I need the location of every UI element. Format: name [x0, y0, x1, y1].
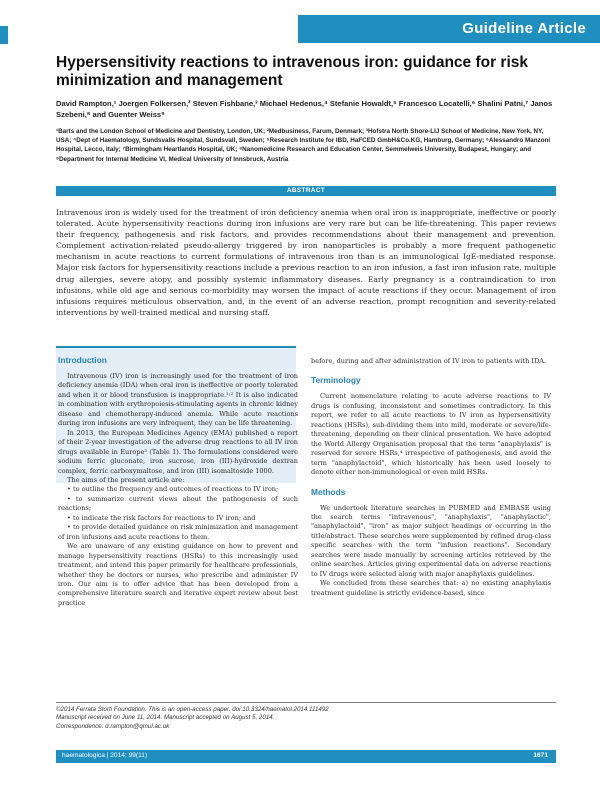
- intro-paragraph-1: Intravenous (IV) iron is increasingly used for the treatment of iron deficiency anemia (IDA) when oral iron is ineffective or poorly tolerated and when it or blood transfusion is inappropriate.¹˒² It is also indicated in combination with erythropoiesis-stimulating agents in chronic kidney disease and chemotherapy-induced anemia. While acute reactions during iron infusions are very infrequent, they can be life threatening.: [58, 372, 298, 428]
- intro-bullet-2: • to summarize current views about the pathogenesis of such reactions;: [58, 494, 298, 513]
- intro-paragraph-2: In 2013, the European Medicines Agency (EMA) published a report of their 2-year investigation of the adverse drug reactions to all IV iron drugs available in Europe³ (Table 1). The formulations considered were sodium ferric gluconate, iron sucrose, iron (III)-hydroxide dextran complex, ferric carboxymaltose, and iron (III) isomaltoside 1000.: [58, 428, 298, 475]
- terminology-heading: Terminology: [311, 375, 361, 386]
- intro-column-rule: [56, 346, 296, 348]
- copyright-note: ©2014 Ferrata Storti Foundation. This is an open-access paper. doi:10.3324/haematol.2014.111492: [56, 706, 329, 713]
- left-accent-bar: [0, 26, 8, 44]
- abstract-banner: [56, 186, 556, 196]
- intro-bullet-1: • to outline the frequency and outcomes of reactions to IV iron;: [67, 485, 279, 494]
- footnotes: [56, 706, 556, 731]
- left-column: [58, 355, 298, 608]
- terminology-paragraph: Current nomenclature relating to acute adverse reactions to IV drugs is confusing, inconsistent and sometimes contradictory. In this report, we refer to all acute reactions to IV iron as hypersensitivity reactions (HSRs), sub-dividing them into mild, moderate or severe/life-threatening, depending on their clinical presentation. We have adopted the World Allergy Organisation proposal that the term "anaphylaxis" is reserved for severe HSRs,⁴ irrespective of pathogenesis, and avoid the term "anaphylactoid", which historically has been used loosely to denote either non-immunological or even mild HSRs.: [311, 392, 551, 477]
- article-title: Hypersensitivity reactions to intravenous iron: guidance for risk minimization and management: [56, 54, 529, 89]
- methods-paragraph-2: We concluded from these searches that: a) no existing anaphylaxis treatment guideline is strictly evidence-based, since: [311, 579, 551, 597]
- abstract-heading: ABSTRACT: [286, 187, 326, 194]
- author-list: David Rampton,¹ Joergen Folkersen,² Steven Fishbane,³ Michael Hedenus,⁴ Stefanie Howaldt,⁵ Francesco Locatelli,⁶ Shalini Patni,⁷ Janos Szebeni,⁸ and Guenter Weiss⁹: [56, 99, 553, 119]
- right-column: [311, 357, 551, 598]
- affiliations: ¹Barts and the London School of Medicine and Dentistry, London, UK; ²Medbusiness, Farum, Denmark; ³Hofstra North Shore-LIJ School of Medicine, New York, NY, USA; ⁴Dept of Haematology, Sundsvalls Hospital, Sundsvall, Sweden; ⁵Research Institute for IBD, HaFCED GmbH&Co.KG, Hamburg, Germany; ⁶Alessandro Manzoni Hospital, Lecco, Italy; ⁷Birmingham Heartlands Hospital, UK; ⁸Nanomedicine Research and Education Center, Semmelweis University, Budapest, Hungary; and ⁹Department for Internal Medicine VI, Medical University of Innsbruck, Austria: [56, 128, 551, 163]
- intro-bullet-3: • to indicate the risk factors for reactions to IV iron; and: [67, 513, 256, 522]
- correspondence-note: Correspondence: d.rampton@qmul.ac.uk: [56, 722, 170, 730]
- manuscript-dates: Manuscript received on June 11, 2014. Manuscript accepted on August 5, 2014.: [56, 714, 275, 722]
- methods-heading: Methods: [311, 486, 346, 497]
- methods-paragraph-1: We undertook literature searches in PUBMED and EMBASE using the search terms "intravenous", "anaphylaxis", "anaphylactic", "anaphylactoid", "iron" as major subject headings or occurring in the title/abstract. These searches were supplemented by refined drug-class specific searches with the term "infusion reactions". Secondary searches were made manually by screening articles retrieved by the online searches. Articles giving experimental data on adverse reactions to IV drugs were selected along with major anaphylaxis guidelines.: [311, 503, 551, 578]
- journal-citation: haematologica | 2014; 99(11): [62, 752, 148, 759]
- article-type-label: Guideline Article: [462, 20, 586, 37]
- intro-paragraph-4: We are unaware of any existing guidance on how to prevent and manage hypersensitivity reactions (HSRs) to this increasingly used treatment, and intend this paper primarily for healthcare professionals, whether they be doctors or nurses, who prescribe and administer IV iron. Our aim is to offer advice that has been developed from a comprehensive literature search and iterative expert review about best practice: [58, 542, 298, 607]
- intro-continued-paragraph: before, during and after administration of IV iron to patients with IDA.: [311, 357, 547, 365]
- intro-paragraph-3: The aims of the present article are:: [67, 475, 185, 484]
- intro-bullet-4: • to provide detailed guidance on risk minimization and management of iron infusions and acute reactions to them.: [58, 523, 298, 541]
- abstract-text: Intravenous iron is widely used for the treatment of iron deficiency anemia when oral iron is inappropriate, ineffective or poorly tolerated. Acute hypersensitivity reactions during iron infusions are very rare but can be life-threatening. This paper reviews their frequency, pathogenesis and risk factors, and provides recommendations about their management and prevention. Complement activation-related pseudo-allergy triggered by iron nanoparticles is probably a more frequent pathogenetic mechanism in acute reactions to current formulations of intravenous iron than is an immunological IgE-mediated response. Major risk factors for hypersensitivity reactions include a previous reaction to an iron infusion, a fast iron infusion rate, multiple drug allergies, severe atopy, and possibly systemic inflammatory diseases. Early pregnancy is a contraindication to iron infusions, while old age and serious co-morbidity may worsen the impact of acute reactions if they occur. Management of iron infusions requires meticulous observation, and, in the event of an adverse reaction, prompt recognition and severity-related interventions by well-trained medical and nursing staff.: [56, 208, 556, 317]
- page-footer: [56, 750, 556, 763]
- introduction-heading: Introduction: [58, 355, 107, 365]
- page-number: 1671: [533, 752, 548, 759]
- article-type-banner: [298, 15, 600, 43]
- footnote-rule: [56, 702, 556, 703]
